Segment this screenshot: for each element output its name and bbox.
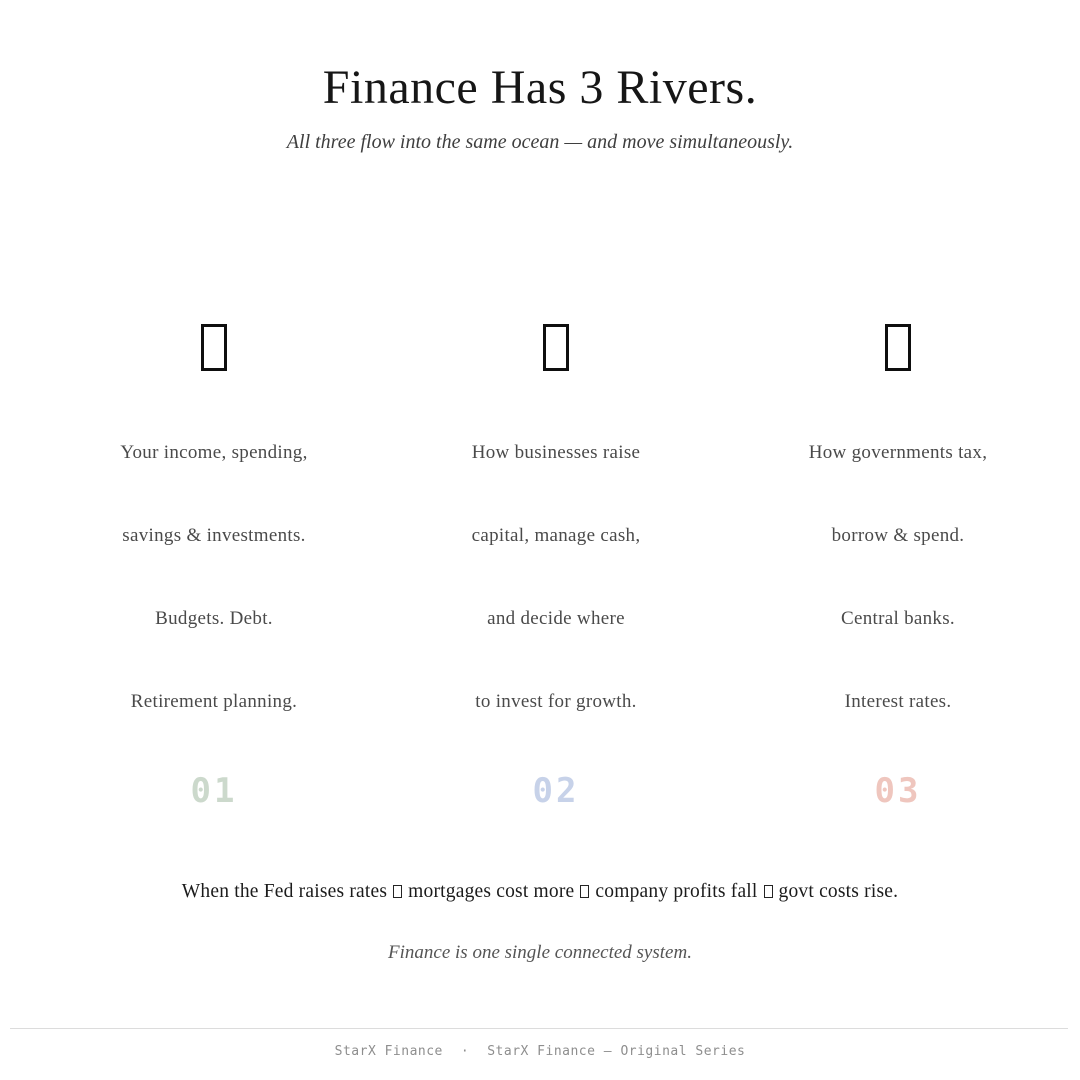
column-text-block xyxy=(385,411,727,743)
missing-glyph-icon xyxy=(201,324,227,371)
column-line: How businesses raise xyxy=(471,442,641,463)
column-line: Budgets. Debt. xyxy=(155,608,273,629)
column-number-badge: 02 xyxy=(532,771,580,811)
chain-part: mortgages cost more xyxy=(408,881,575,902)
column-line: Your income, spending, xyxy=(120,442,308,463)
column-personal-finance xyxy=(43,300,385,811)
cause-effect-sentence xyxy=(0,880,1080,904)
column-line: savings & investments. xyxy=(122,525,306,546)
page-title: Finance Has 3 Rivers. xyxy=(322,61,758,114)
column-corporate-finance xyxy=(385,300,727,811)
column-line: capital, manage cash, xyxy=(471,525,641,546)
column-text-block xyxy=(727,411,1069,743)
chain-part: govt costs rise. xyxy=(778,881,899,902)
missing-glyph-icon xyxy=(885,324,911,371)
footer-brand: StarX Finance xyxy=(334,1044,443,1059)
chain-part: company profits fall xyxy=(595,881,758,902)
chain-part: When the Fed raises rates xyxy=(181,881,388,902)
missing-glyph-icon xyxy=(764,885,773,898)
column-number-badge: 01 xyxy=(190,771,238,811)
page-subtitle: All three flow into the same ocean — and move simultaneously. xyxy=(286,131,794,153)
missing-glyph-icon xyxy=(543,324,569,371)
column-number-badge: 03 xyxy=(874,771,922,811)
column-line: Interest rates. xyxy=(844,691,952,712)
column-line: How governments tax, xyxy=(808,442,988,463)
column-line: Retirement planning. xyxy=(130,691,298,712)
column-line: to invest for growth. xyxy=(475,691,637,712)
footer xyxy=(0,1043,1080,1060)
footer-separator-dot: · xyxy=(460,1044,470,1059)
three-rivers-columns xyxy=(43,300,1069,811)
missing-glyph-icon xyxy=(580,885,589,898)
missing-glyph-icon xyxy=(393,885,402,898)
column-public-finance xyxy=(727,300,1069,811)
column-line: and decide where xyxy=(487,608,625,629)
footer-divider xyxy=(10,1028,1068,1029)
tagline: Finance is one single connected system. xyxy=(388,942,692,963)
column-line: borrow & spend. xyxy=(831,525,965,546)
column-line: Central banks. xyxy=(841,608,955,629)
footer-series: StarX Finance — Original Series xyxy=(487,1044,746,1059)
column-text-block xyxy=(43,411,385,743)
